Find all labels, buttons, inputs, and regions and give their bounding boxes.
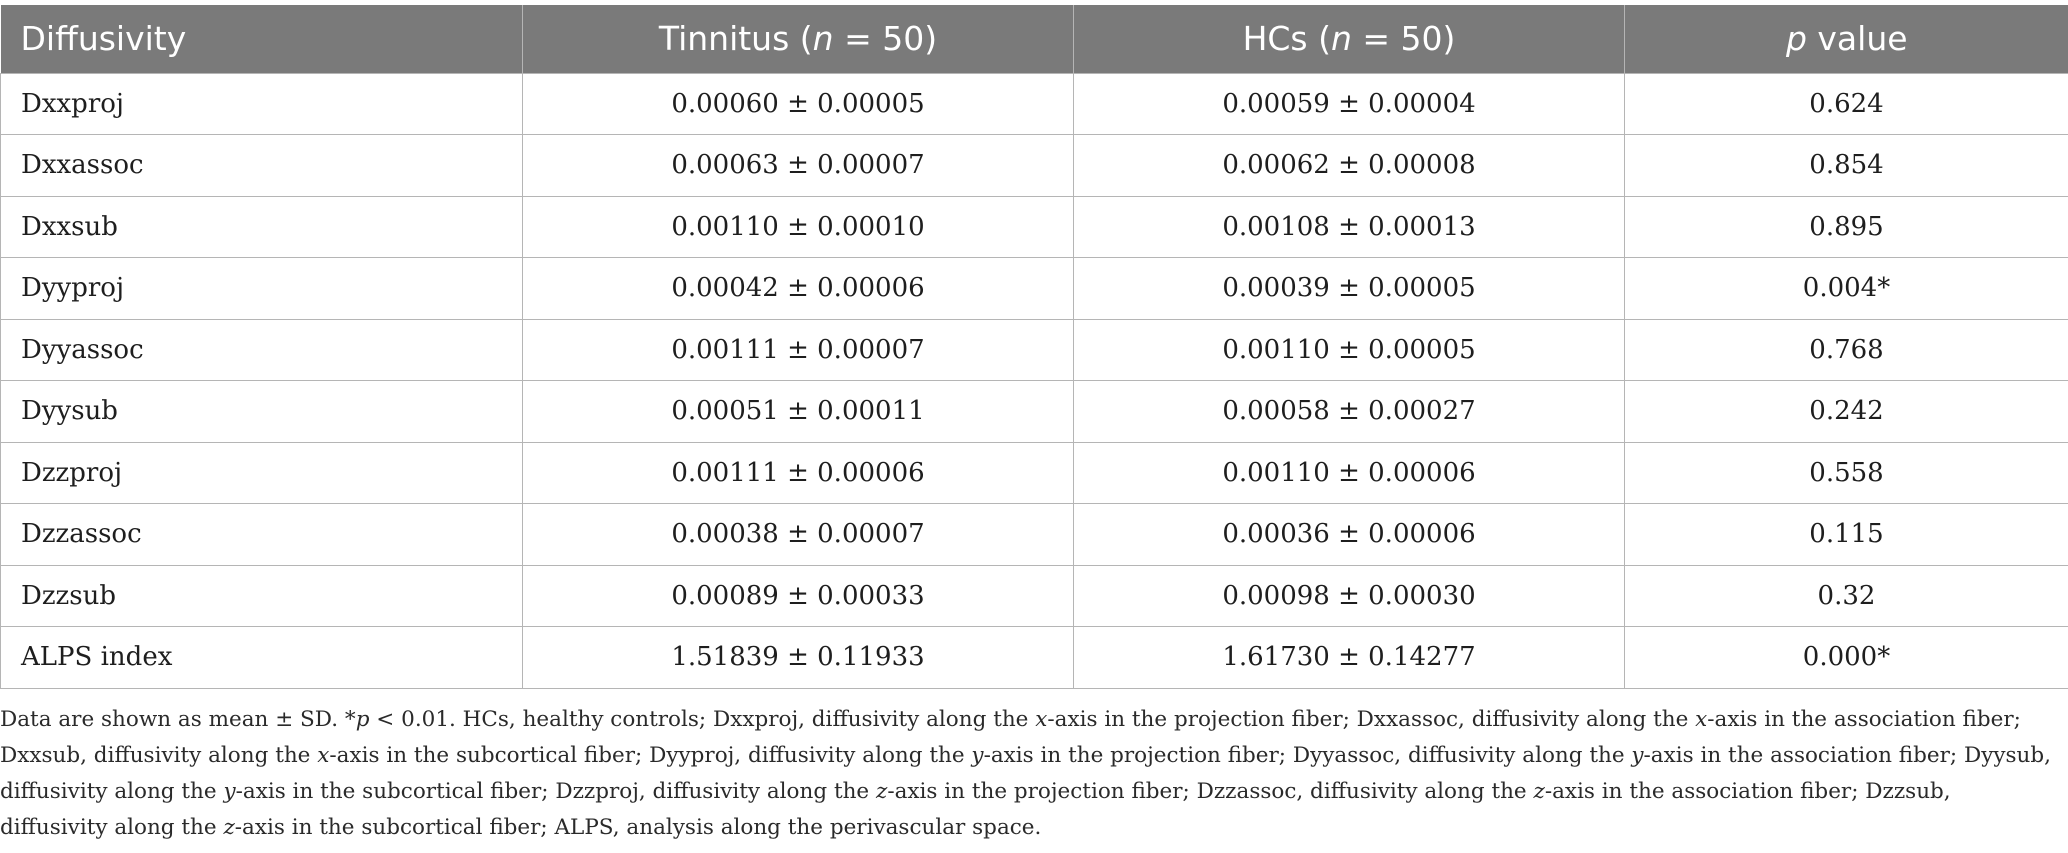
footnote-text: -axis in the association fiber; Dxxsub, diffusivity along the bbox=[0, 707, 2021, 768]
cell-hcs: 1.61730 ± 0.14277 bbox=[1074, 627, 1625, 689]
footnote-text: -axis in the projection fiber; Dyyassoc, diffusivity along the bbox=[983, 743, 1632, 768]
footnote-italic: y bbox=[1631, 743, 1644, 768]
cell-diffusivity: Dzzassoc bbox=[1, 504, 523, 566]
footnote-italic: z bbox=[223, 815, 235, 840]
cell-tinnitus: 0.00089 ± 0.00033 bbox=[523, 565, 1074, 627]
table-row bbox=[1, 442, 2068, 504]
cell-tinnitus: 0.00038 ± 0.00007 bbox=[523, 504, 1074, 566]
cell-hcs: 0.00098 ± 0.00030 bbox=[1074, 565, 1625, 627]
cell-hcs: 0.00110 ± 0.00005 bbox=[1074, 319, 1625, 381]
footnote-text: Data are shown as mean ± SD. * bbox=[0, 707, 356, 732]
table-row bbox=[1, 135, 2068, 197]
header-hcs-n: n bbox=[1331, 19, 1352, 59]
footnote-italic: x bbox=[317, 743, 330, 768]
footnote-text: -axis in the subcortical fiber; Dyyproj, diffusivity along the bbox=[329, 743, 972, 768]
footnote-italic: y bbox=[223, 779, 236, 804]
cell-hcs: 0.00036 ± 0.00006 bbox=[1074, 504, 1625, 566]
cell-p-value: 0.768 bbox=[1625, 319, 2068, 381]
table-row bbox=[1, 565, 2068, 627]
cell-tinnitus: 0.00110 ± 0.00010 bbox=[523, 196, 1074, 258]
cell-hcs: 0.00039 ± 0.00005 bbox=[1074, 258, 1625, 320]
footnote-text: -axis in the projection fiber; Dzzassoc, diffusivity along the bbox=[887, 779, 1534, 804]
cell-p-value: 0.895 bbox=[1625, 196, 2068, 258]
table-row bbox=[1, 258, 2068, 320]
header-tinnitus bbox=[523, 5, 1074, 73]
cell-tinnitus: 0.00111 ± 0.00006 bbox=[523, 442, 1074, 504]
cell-p-value: 0.624 bbox=[1625, 73, 2068, 135]
cell-diffusivity: Dyyproj bbox=[1, 258, 523, 320]
cell-diffusivity: Dzzsub bbox=[1, 565, 523, 627]
cell-p-value: 0.854 bbox=[1625, 135, 2068, 197]
footnote-text: -axis in the projection fiber; Dxxassoc, diffusivity along the bbox=[1047, 707, 1696, 732]
header-hcs-count: = 50) bbox=[1351, 19, 1456, 59]
cell-diffusivity: Dxxsub bbox=[1, 196, 523, 258]
footnote-italic: y bbox=[971, 743, 984, 768]
cell-p-value: 0.115 bbox=[1625, 504, 2068, 566]
table-row bbox=[1, 381, 2068, 443]
footnote-italic: p bbox=[355, 707, 370, 732]
cell-hcs: 0.00110 ± 0.00006 bbox=[1074, 442, 1625, 504]
table-row bbox=[1, 504, 2068, 566]
cell-diffusivity: Dxxproj bbox=[1, 73, 523, 135]
cell-diffusivity: Dyysub bbox=[1, 381, 523, 443]
header-hcs-label: HCs ( bbox=[1242, 19, 1331, 59]
cell-tinnitus: 0.00051 ± 0.00011 bbox=[523, 381, 1074, 443]
header-tinnitus-label: Tinnitus ( bbox=[658, 19, 813, 59]
cell-diffusivity: ALPS index bbox=[1, 627, 523, 689]
header-diffusivity bbox=[1, 5, 523, 73]
header-row bbox=[1, 5, 2068, 73]
footnote-text: -axis in the association fiber; Dzzsub, diffusivity along the bbox=[0, 779, 1951, 840]
results-table bbox=[0, 5, 2068, 689]
footnote-text: -axis in the association fiber; Dyysub, diffusivity along the bbox=[0, 743, 2051, 804]
table-footnote bbox=[0, 702, 2060, 846]
footnote-italic: x bbox=[1035, 707, 1048, 732]
cell-hcs: 0.00108 ± 0.00013 bbox=[1074, 196, 1625, 258]
cell-hcs: 0.00059 ± 0.00004 bbox=[1074, 73, 1625, 135]
footnote-italic: z bbox=[1533, 779, 1545, 804]
footnote-italic: z bbox=[876, 779, 888, 804]
header-diffusivity-label: Diffusivity bbox=[20, 19, 187, 59]
cell-tinnitus: 0.00060 ± 0.00005 bbox=[523, 73, 1074, 135]
header-tinnitus-count: = 50) bbox=[833, 19, 938, 59]
table-header bbox=[1, 5, 2068, 73]
cell-p-value: 0.000* bbox=[1625, 627, 2068, 689]
results-table-container bbox=[0, 5, 2068, 689]
cell-p-value: 0.242 bbox=[1625, 381, 2068, 443]
cell-diffusivity: Dyyassoc bbox=[1, 319, 523, 381]
cell-p-value: 0.004* bbox=[1625, 258, 2068, 320]
cell-p-value: 0.32 bbox=[1625, 565, 2068, 627]
cell-tinnitus: 0.00111 ± 0.00007 bbox=[523, 319, 1074, 381]
cell-hcs: 0.00058 ± 0.00027 bbox=[1074, 381, 1625, 443]
table-row bbox=[1, 73, 2068, 135]
footnote-text: -axis in the subcortical fiber; ALPS, analysis along the perivascular space. bbox=[234, 815, 1042, 840]
cell-tinnitus: 0.00063 ± 0.00007 bbox=[523, 135, 1074, 197]
footnote-text: < 0.01. HCs, healthy controls; Dxxproj, diffusivity along the bbox=[369, 707, 1036, 732]
table-body bbox=[1, 73, 2068, 688]
cell-diffusivity: Dzzproj bbox=[1, 442, 523, 504]
header-p-italic: p bbox=[1785, 19, 1807, 59]
footnote-italic: x bbox=[1695, 707, 1708, 732]
cell-tinnitus: 0.00042 ± 0.00006 bbox=[523, 258, 1074, 320]
header-p-value bbox=[1625, 5, 2068, 73]
cell-hcs: 0.00062 ± 0.00008 bbox=[1074, 135, 1625, 197]
cell-tinnitus: 1.51839 ± 0.11933 bbox=[523, 627, 1074, 689]
table-row bbox=[1, 196, 2068, 258]
header-p-label: value bbox=[1806, 19, 1908, 59]
table-row bbox=[1, 627, 2068, 689]
footnote-text: -axis in the subcortical fiber; Dzzproj, diffusivity along the bbox=[235, 779, 876, 804]
cell-p-value: 0.558 bbox=[1625, 442, 2068, 504]
header-tinnitus-n: n bbox=[812, 19, 834, 59]
header-hcs bbox=[1074, 5, 1625, 73]
cell-diffusivity: Dxxassoc bbox=[1, 135, 523, 197]
table-row bbox=[1, 319, 2068, 381]
